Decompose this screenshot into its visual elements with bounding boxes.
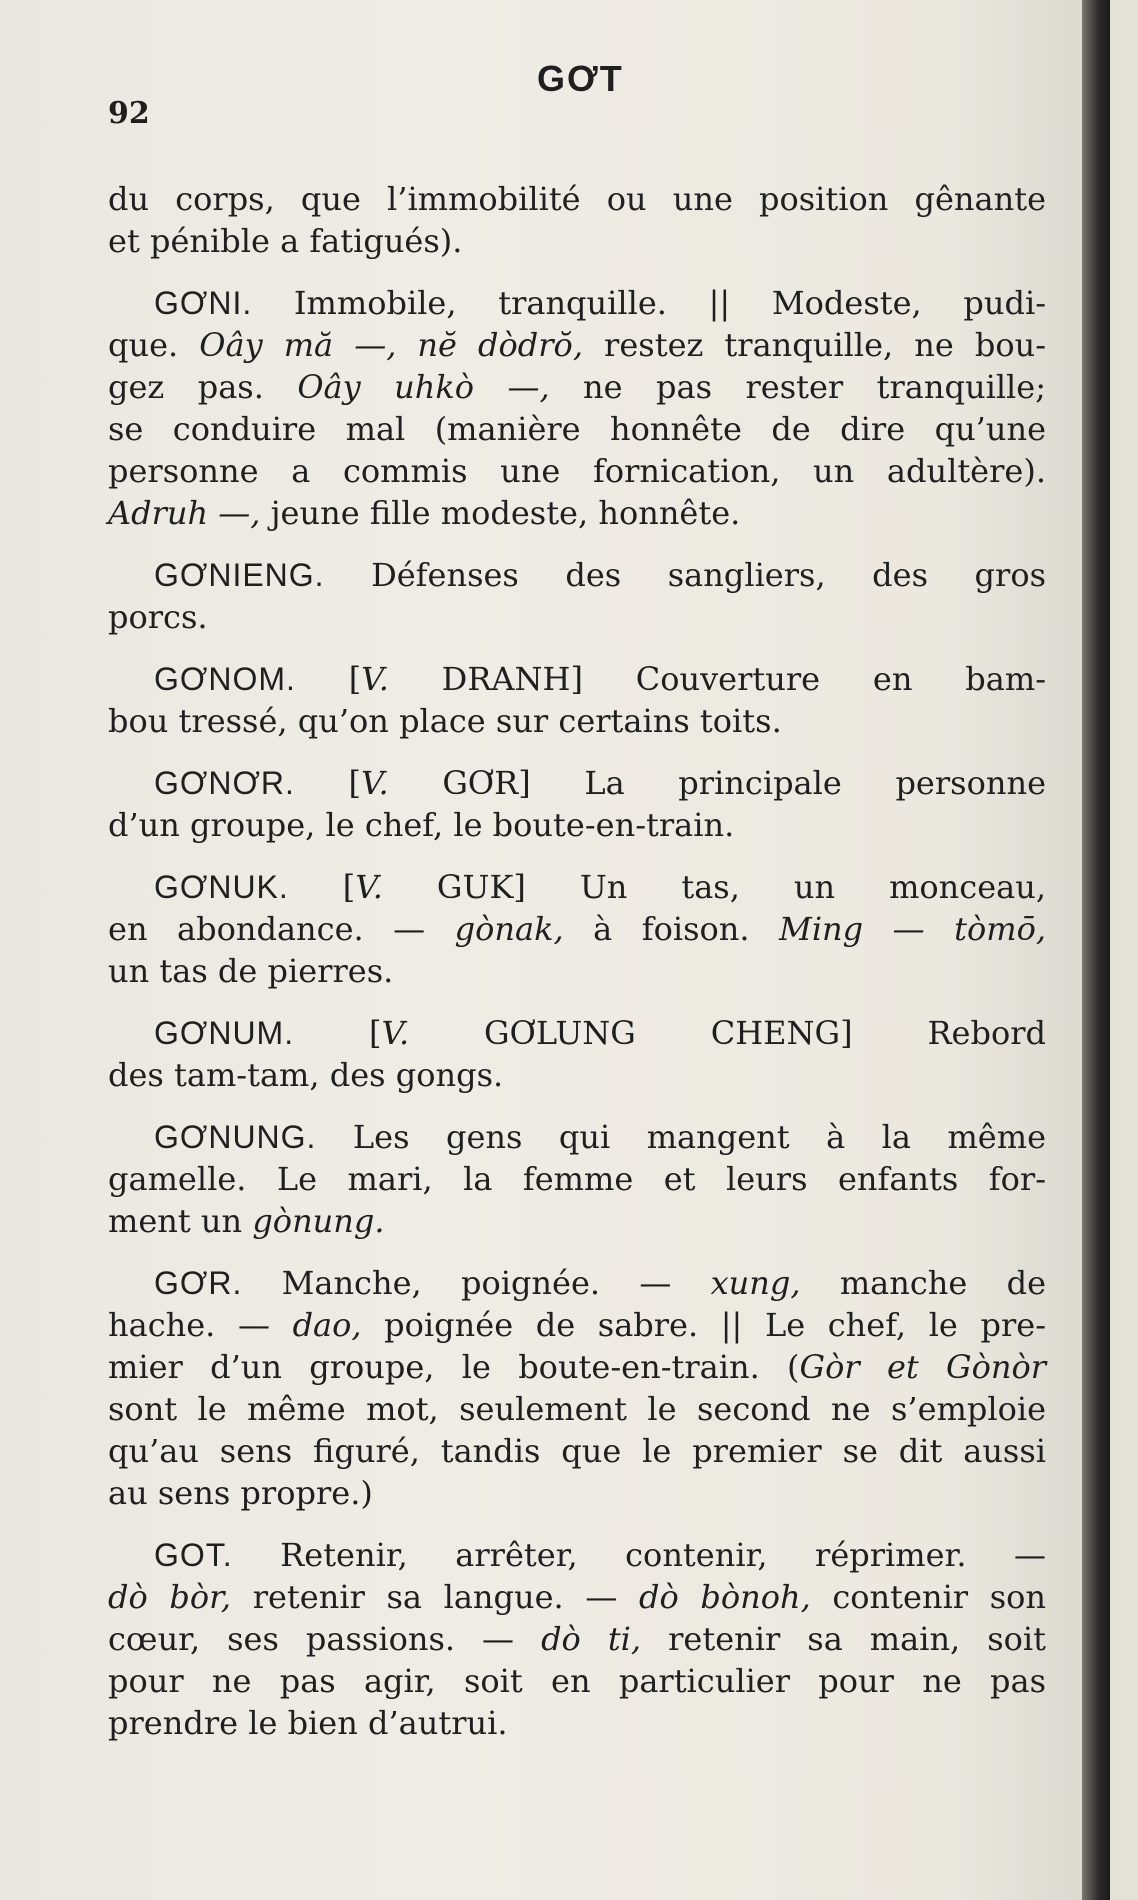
italic-example: Adruh —, [108, 494, 261, 532]
paragraph-gap [108, 1514, 1046, 1534]
dictionary-entry [108, 282, 1046, 534]
italic-example: V. [381, 1014, 410, 1052]
text-line [108, 762, 1046, 804]
text-run: Retenir, arrêter, contenir, réprimer. — [232, 1536, 1046, 1574]
dictionary-entry [108, 762, 1046, 846]
text-run: que. [108, 326, 200, 364]
italic-example: Oây mă —, nĕ dòdrŏ, [199, 326, 583, 364]
text-run: poignée de sabre. || Le chef, le pre- [361, 1306, 1047, 1344]
dictionary-entry [108, 554, 1046, 638]
text-run: prendre le bien d’autrui. [108, 1704, 508, 1742]
text-run: des tam-tam, des gongs. [108, 1056, 504, 1094]
dictionary-entry [108, 866, 1046, 992]
text-run: DRANH] Couverture en bam- [388, 660, 1046, 698]
text-line [108, 1116, 1046, 1158]
text-run: pour ne pas agir, soit en particulier pour ne pas [108, 1662, 1046, 1700]
text-line [108, 1534, 1046, 1576]
text-line [108, 1702, 1046, 1744]
text-run: Défenses des sangliers, des gros [324, 556, 1046, 594]
text-line [108, 450, 1046, 492]
text-run: [ [294, 764, 361, 802]
text-run: qu’au sens figuré, tandis que le premier se dit aussi [108, 1432, 1046, 1470]
text-run: Les gens qui mangent à la même [316, 1118, 1046, 1156]
italic-example: V. [355, 868, 383, 906]
text-run: au sens propre.) [108, 1474, 373, 1512]
dictionary-entry [108, 1262, 1046, 1514]
text-run: hache. — [108, 1306, 293, 1344]
paragraph-gap [108, 992, 1046, 1012]
italic-example: dò bònoh, [638, 1578, 811, 1616]
text-line [108, 324, 1046, 366]
paragraph-gap [108, 638, 1046, 658]
paragraph-gap [108, 534, 1046, 554]
text-run: GƠLUNG CHENG] Rebord [409, 1014, 1047, 1052]
text-line [108, 1660, 1046, 1702]
text-line [108, 1054, 1046, 1096]
text-line [108, 554, 1046, 596]
text-run: et pénible a fatigués). [108, 222, 463, 260]
text-run: d’un groupe, le chef, le boute-en-train. [108, 806, 735, 844]
text-run: jeune fille modeste, honnête. [260, 494, 741, 532]
text-line [108, 1472, 1046, 1514]
running-head: GƠT [537, 58, 624, 99]
paragraph-gap [108, 1096, 1046, 1116]
text-line [108, 282, 1046, 324]
text-run: personne a commis une fornication, un adultère). [108, 452, 1046, 490]
dictionary-entry [108, 1116, 1046, 1242]
dictionary-text [108, 178, 1046, 1744]
text-line [108, 700, 1046, 742]
dictionary-entry [108, 1012, 1046, 1096]
continued-entry [108, 178, 1046, 262]
text-run: GUK] Un tas, un monceau, [382, 868, 1047, 906]
text-line [108, 1304, 1046, 1346]
text-run: mier d’un groupe, le boute-en-train. ( [108, 1348, 800, 1386]
text-run: [ [294, 1014, 382, 1052]
italic-example: Ming — tòmō, [779, 910, 1047, 948]
text-run: ne pas rester tranquille; [549, 368, 1047, 406]
italic-example: V. [361, 660, 389, 698]
text-run: à foison. [563, 910, 780, 948]
text-run: GƠR] La principale personne [388, 764, 1047, 802]
dictionary-entry [108, 1534, 1046, 1744]
italic-example: gònung. [252, 1202, 385, 1240]
text-run: Immobile, tranquille. || Modeste, pudi- [252, 284, 1046, 322]
text-line [108, 408, 1046, 450]
text-run: ment un [108, 1202, 253, 1240]
text-line [108, 1012, 1046, 1054]
headword: GƠNIENG. [154, 557, 325, 593]
headword: GƠNUK. [154, 869, 289, 905]
text-line [108, 908, 1046, 950]
italic-example: dao, [292, 1306, 362, 1344]
text-line [108, 1200, 1046, 1242]
text-run: restez tranquille, ne bou- [583, 326, 1047, 364]
headword: GƠR. [154, 1265, 243, 1301]
paragraph-gap [108, 1242, 1046, 1262]
text-run: contenir son [810, 1578, 1047, 1616]
page-number: 92 [108, 96, 150, 131]
text-run: Manche, poignée. — [242, 1264, 711, 1302]
text-line [108, 1388, 1046, 1430]
text-run: du corps, que l’immobilité ou une position gênante [108, 180, 1046, 218]
italic-example: dò bòr, [108, 1578, 232, 1616]
italic-example: gònak, [454, 910, 564, 948]
book-binding-edge [1082, 0, 1110, 1900]
text-line [108, 178, 1046, 220]
paragraph-gap [108, 742, 1046, 762]
text-line [108, 1262, 1046, 1304]
text-run: retenir sa langue. — [231, 1578, 639, 1616]
italic-example: Oây uhkò —, [297, 368, 550, 406]
text-line [108, 1346, 1046, 1388]
text-run: en abondance. — [108, 910, 455, 948]
text-run: manche de [800, 1264, 1047, 1302]
text-line [108, 658, 1046, 700]
text-line [108, 220, 1046, 262]
headword: GƠNUM. [154, 1015, 295, 1051]
text-run: sont le même mot, seulement le second ne s’emploie [108, 1390, 1046, 1428]
text-run: se conduire mal (manière honnête de dire qu’une [108, 410, 1046, 448]
headword: GƠNUNG. [154, 1119, 317, 1155]
text-line [108, 1158, 1046, 1200]
text-run: gamelle. Le mari, la femme et leurs enfants for- [108, 1160, 1046, 1198]
paragraph-gap [108, 846, 1046, 866]
text-line [108, 950, 1046, 992]
text-run: un tas de pierres. [108, 952, 394, 990]
italic-example: xung, [710, 1264, 801, 1302]
headword: GƠNI. [154, 285, 253, 321]
text-run: bou tressé, qu’on place sur certains toits. [108, 702, 782, 740]
text-line [108, 1430, 1046, 1472]
paragraph-gap [108, 262, 1046, 282]
text-line [108, 804, 1046, 846]
text-line [108, 866, 1046, 908]
dictionary-entry [108, 658, 1046, 742]
text-run: retenir sa main, soit [641, 1620, 1047, 1658]
text-line [108, 1576, 1046, 1618]
text-run: [ [288, 868, 356, 906]
headword: GOT. [154, 1537, 233, 1573]
italic-example: dò ti, [541, 1620, 642, 1658]
italic-example: V. [361, 764, 389, 802]
text-line [108, 366, 1046, 408]
headword: GƠNOM. [154, 661, 296, 697]
text-run: [ [295, 660, 362, 698]
text-run: gez pas. [108, 368, 298, 406]
text-line [108, 492, 1046, 534]
text-run: porcs. [108, 598, 208, 636]
headword: GƠNƠR. [154, 765, 295, 801]
italic-example: Gòr et Gònòr [799, 1348, 1047, 1386]
text-line [108, 1618, 1046, 1660]
text-run: cœur, ses passions. — [108, 1620, 542, 1658]
text-line [108, 596, 1046, 638]
